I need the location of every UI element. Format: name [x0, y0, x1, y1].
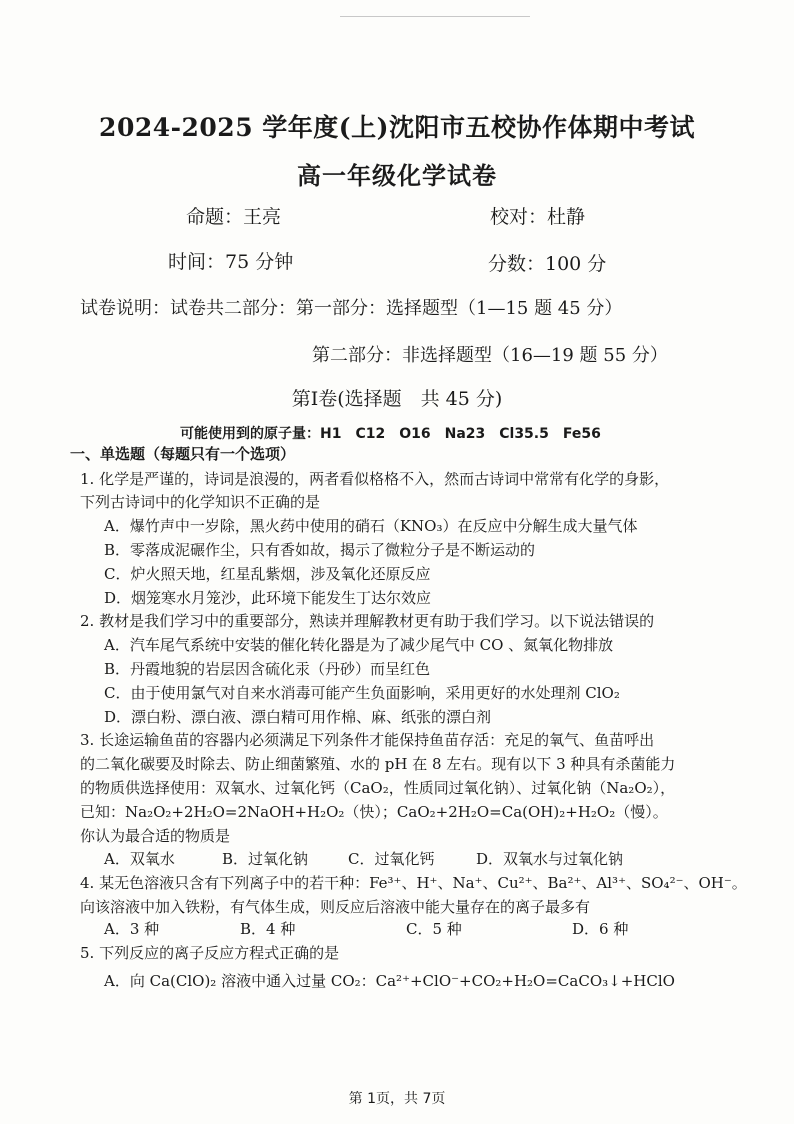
q4-option-b: B．4 种 [240, 920, 296, 938]
q4-option-a: A．3 种 [104, 920, 160, 938]
q3-stem-5: 你认为最合适的物质是 [80, 827, 231, 845]
q1-option-c: C．炉火照天地，红星乱紫烟，涉及氧化还原反应 [104, 565, 431, 583]
exam-subtitle: 高一年级化学试卷 [297, 161, 497, 190]
scan-artifact-line [340, 16, 530, 17]
exam-title: 2024-2025 学年度(上)沈阳市五校协作体期中考试 [99, 113, 695, 142]
q3-option-b: B．过氧化钠 [222, 850, 309, 868]
proofreader-info: 校对：杜静 [490, 206, 586, 228]
q5-stem: 5. 下列反应的离子反应方程式正确的是 [80, 944, 340, 962]
section-title: 第Ⅰ卷(选择题 共 45 分) [291, 388, 503, 410]
q3-option-d: D．双氧水与过氧化钠 [476, 850, 624, 868]
q4-option-c: C．5 种 [406, 920, 462, 938]
q2-option-d: D．漂白粉、漂白液、漂白精可用作棉、麻、纸张的漂白剂 [104, 708, 492, 726]
q4-stem-1: 4. 某无色溶液只含有下列离子中的若干种：Fe³⁺、H⁺、Na⁺、Cu²⁺、Ba²⁺、Al³⁺、SO₄²⁻、OH⁻。 [80, 874, 747, 892]
instructions-line-1: 试卷说明：试卷共二部分：第一部分：选择题型（1—15 题 45 分） [80, 298, 623, 319]
q1-option-d: D．烟笼寒水月笼沙，此环境下能发生丁达尔效应 [104, 589, 432, 607]
q1-option-a: A．爆竹声中一岁除，黑火药中使用的硝石（KNO₃）在反应中分解生成大量气体 [104, 517, 638, 535]
q3-stem-3: 的物质供选择使用：双氧水、过氧化钙（CaO₂，性质同过氧化钠）、过氧化钠（Na₂O₂）， [80, 779, 676, 797]
q2-option-b: B．丹霞地貌的岩层因含硫化汞（丹砂）而呈红色 [104, 660, 431, 678]
page-number: 第 1页，共 7页 [348, 1091, 446, 1107]
q3-option-c: C．过氧化钙 [348, 850, 435, 868]
instructions-line-2: 第二部分：非选择题型（16—19 题 55 分） [312, 345, 668, 366]
author-info: 命题：王亮 [186, 206, 282, 228]
q3-stem-4: 已知：Na₂O₂+2H₂O=2NaOH+H₂O₂（快）；CaO₂+2H₂O=Ca(OH)₂+H₂O₂（慢）。 [80, 803, 668, 821]
q2-option-a: A．汽车尾气系统中安装的催化转化器是为了减少尾气中 CO 、氮氧化物排放 [104, 636, 614, 654]
q2-option-c: C．由于使用氯气对自来水消毒可能产生负面影响，采用更好的水处理剂 ClO₂ [104, 684, 620, 702]
q1-option-b: B．零落成泥碾作尘，只有香如故，揭示了微粒分子是不断运动的 [104, 541, 536, 559]
q1-stem-2: 下列古诗词中的化学知识不正确的是 [80, 493, 321, 511]
q3-option-a: A．双氧水 [104, 850, 175, 868]
q3-stem-2: 的二氧化碳要及时除去、防止细菌繁殖、水的 pH 在 8 左右。现有以下 3 种具有杀菌能力 [80, 755, 676, 773]
time-info: 时间：75 分钟 [168, 251, 294, 273]
q3-stem-1: 3. 长途运输鱼苗的容器内必须满足下列条件才能保持鱼苗存活：充足的氧气、鱼苗呼出 [80, 731, 655, 749]
q4-stem-2: 向该溶液中加入铁粉，有气体生成，则反应后溶液中能大量存在的离子最多有 [80, 898, 591, 916]
atomic-masses: 可能使用到的原子量：H1 C12 O16 Na23 Cl35.5 Fe56 [180, 426, 601, 442]
q5-option-a: A．向 Ca(ClO)₂ 溶液中通入过量 CO₂：Ca²⁺+ClO⁻+CO₂+H₂O=CaCO₃↓+HClO [104, 972, 675, 990]
score-info: 分数：100 分 [488, 253, 607, 275]
q4-option-d: D．6 种 [572, 920, 629, 938]
section-heading: 一、单选题（每题只有一个选项） [70, 445, 296, 463]
q2-stem: 2. 教材是我们学习中的重要部分，熟读并理解教材更有助于我们学习。以下说法错误的 [80, 612, 655, 630]
q1-stem-1: 1. 化学是严谨的，诗词是浪漫的，两者看似格格不入，然而古诗词中常常有化学的身影， [80, 470, 670, 488]
